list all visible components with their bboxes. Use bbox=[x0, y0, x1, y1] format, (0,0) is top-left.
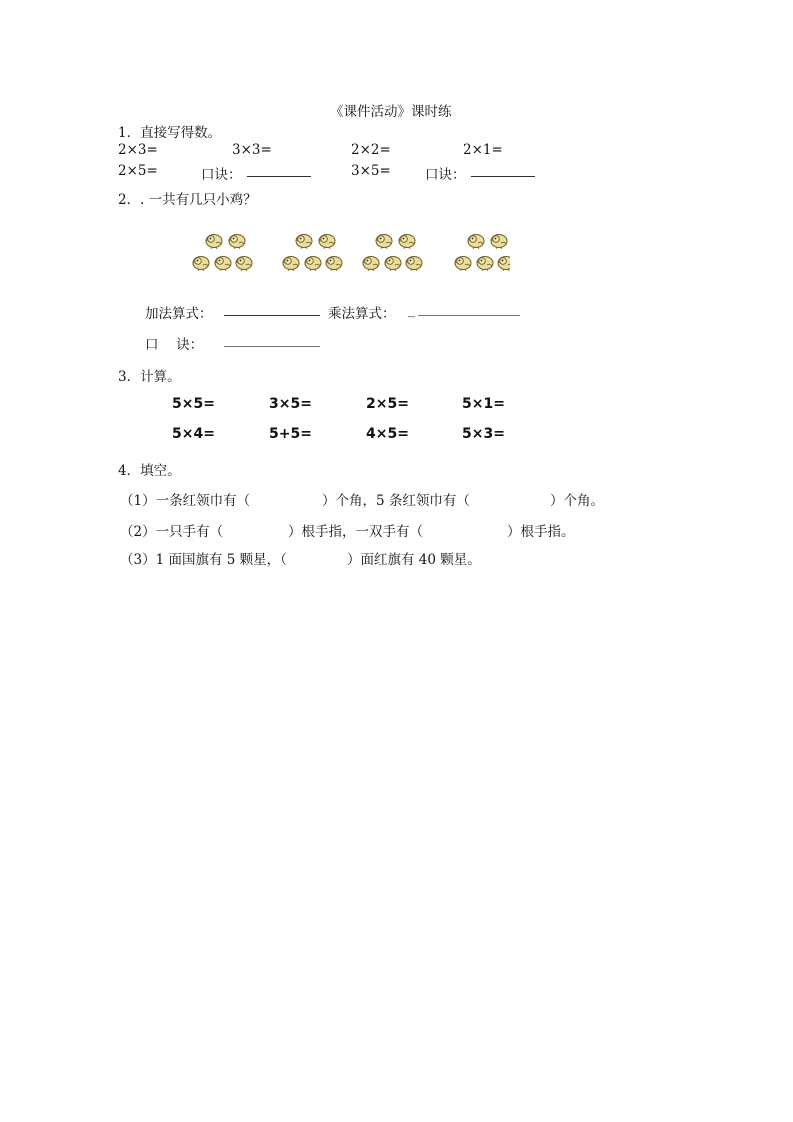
q1-r2-c1: 2×5= bbox=[118, 163, 158, 179]
chick-group-4 bbox=[455, 235, 510, 272]
q3-r2-c3: 4×5= bbox=[366, 426, 409, 442]
q4-line1-a: （1）一条红领巾有（ bbox=[120, 493, 251, 509]
q4-line2-b: ）根手指，一双手有（ bbox=[288, 524, 423, 540]
q3-r1-c1: 5×5= bbox=[172, 396, 215, 412]
q1-r1-c2: 3×3= bbox=[232, 142, 272, 158]
q3-r1-c2: 3×5= bbox=[269, 396, 312, 412]
chick-group-3 bbox=[363, 235, 422, 272]
q4-line1-b: ）个角，5 条红领巾有（ bbox=[322, 493, 470, 509]
q2-mul-label: 乘法算式： bbox=[328, 306, 396, 322]
q4-line3-b: ）面红旗有 40 颗星。 bbox=[347, 552, 481, 568]
q2-rhyme-blank[interactable] bbox=[224, 334, 320, 347]
q2-mul-blank[interactable] bbox=[418, 303, 520, 316]
chick-group-2 bbox=[283, 235, 342, 272]
q1-rhyme-label-1: 口诀： bbox=[201, 167, 242, 183]
q1-rhyme-blank-2[interactable] bbox=[471, 164, 535, 177]
q1-r1-c4: 2×1= bbox=[463, 142, 503, 158]
q3-r2-c2: 5+5= bbox=[269, 426, 312, 442]
q1-r2-c3: 3×5= bbox=[351, 163, 391, 179]
q4-heading: 4．填空。 bbox=[118, 463, 181, 479]
chick-illustration bbox=[190, 228, 510, 288]
q3-r1-c4: 5×1= bbox=[462, 396, 505, 412]
q2-add-label: 加法算式： bbox=[145, 306, 213, 322]
q4-line3-a: （3）1 面国旗有 5 颗星，（ bbox=[120, 552, 287, 568]
q3-r2-c4: 5×3= bbox=[462, 426, 505, 442]
q2-add-blank[interactable] bbox=[224, 303, 320, 316]
q4-line2-c: ）根手指。 bbox=[507, 524, 575, 540]
q2-mul-prefix: _ bbox=[408, 302, 415, 318]
page-title: 《课件活动》课时练 bbox=[330, 104, 452, 120]
q3-r2-c1: 5×4= bbox=[172, 426, 215, 442]
q4-line1-c: ）个角。 bbox=[550, 493, 604, 509]
q2-rhyme-label: 口 诀： bbox=[145, 337, 204, 353]
q1-rhyme-label-2: 口诀： bbox=[425, 167, 466, 183]
chick-group-1 bbox=[193, 235, 252, 272]
q3-heading: 3．计算。 bbox=[118, 369, 181, 385]
q1-rhyme-blank-1[interactable] bbox=[247, 164, 311, 177]
q1-r1-c3: 2×2= bbox=[351, 142, 391, 158]
q3-r1-c3: 2×5= bbox=[366, 396, 409, 412]
q4-line2-a: （2）一只手有（ bbox=[120, 524, 224, 540]
q2-heading: 2．. 一共有几只小鸡？ bbox=[118, 192, 257, 208]
q1-r1-c1: 2×3= bbox=[118, 142, 158, 158]
q1-heading: 1．直接写得数。 bbox=[118, 125, 222, 141]
